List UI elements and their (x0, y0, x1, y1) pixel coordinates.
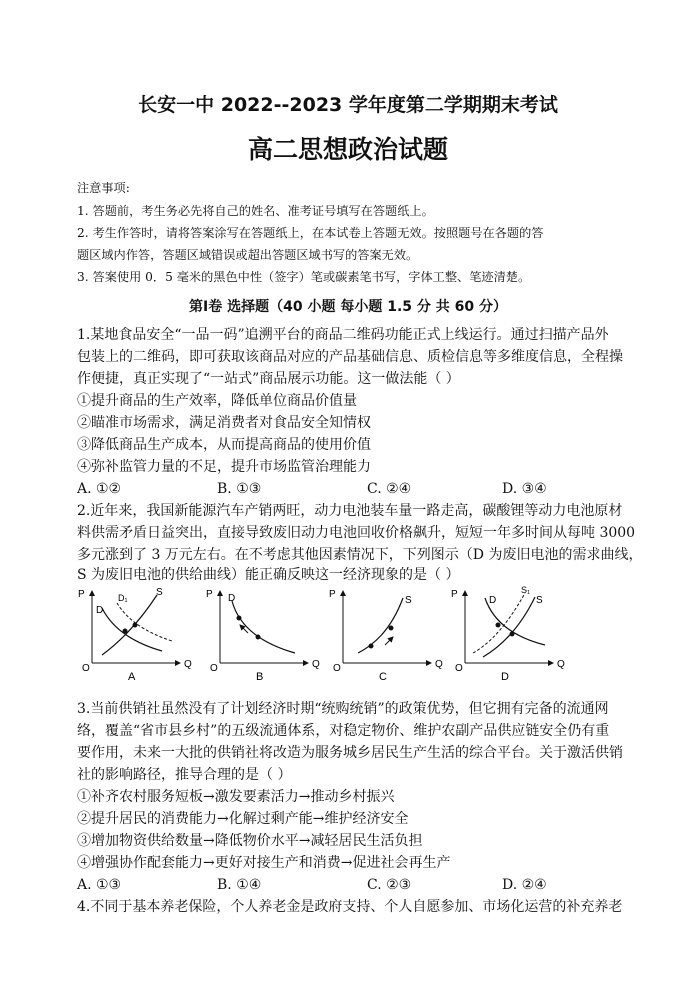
svg-text:P: P (206, 589, 213, 600)
svg-text:P: P (78, 589, 85, 600)
svg-text:S₁: S₁ (521, 585, 531, 595)
q3-stem-line: 要作用，未来一大批的供销社将改造为服务城乡居民生产生活的综合平台。关于激活供销 (77, 745, 623, 761)
q2-stem-line: 2.近年来，我国新能源汽车产销两旺，动力电池装车量一路走高，碳酸锂等动力电池原材 (77, 503, 623, 519)
q1-option-b: B. ①③ (217, 481, 262, 497)
q1-statement: ②瞄准市场需求，满足消费者对食品安全知情权 (77, 415, 371, 431)
svg-text:Q: Q (435, 659, 443, 670)
q2-stem-line: S 为废旧电池的供给曲线）能正确反映这一经济现象的是（ ） (77, 567, 460, 583)
q2-stem-line: 多元涨到了 3 万元左右。在不考虑其他因素情况下，下列图示（D 为废旧电池的需求曲线， (77, 547, 643, 563)
q4-stem-line: 4.不同于基本养老保险，个人养老金是政府支持、个人自愿参加、市场化运营的补充养老 (77, 899, 623, 915)
svg-text:O: O (333, 663, 341, 674)
q2-stem-line: 料供需矛盾日益突出，直接导致废旧动力电池回收价格飙升，短短一年多时间从每吨 3000 (77, 525, 636, 541)
svg-text:A: A (128, 671, 136, 683)
svg-text:O: O (455, 663, 463, 674)
svg-text:D: D (96, 605, 104, 616)
q1-statement: ①提升商品的生产效率，降低单位商品价值量 (77, 393, 357, 409)
q3-statement: ④增强协作配套能力→更好对接生产和消费→促进社会再生产 (77, 855, 451, 871)
svg-text:Q: Q (312, 659, 320, 670)
notice-item: 3. 答案使用 0．5 毫米的黑色中性（签字）笔或碳素笔书写，字体工整、笔迹清楚。 (77, 270, 531, 284)
svg-text:S: S (156, 587, 163, 598)
q3-statement: ①补齐农村服务短板→激发要素活力→推动乡村振兴 (77, 789, 395, 805)
notice-item: 2. 考生作答时，请将答案涂写在答题纸上，在本试卷上答题无效。按照题号在各题的答 (77, 226, 544, 240)
supply-demand-graph-b (200, 583, 330, 683)
notice-item: 1. 答题前，考生务必先将自己的姓名、准考证号填写在答题纸上。 (77, 204, 434, 218)
svg-text:Q: Q (184, 659, 192, 670)
notice-heading: 注意事项: (77, 181, 130, 195)
q3-option-d: D. ②④ (502, 877, 547, 893)
supply-demand-graph-a (72, 583, 202, 683)
svg-text:S: S (536, 595, 543, 606)
q3-option-b: B. ①④ (217, 877, 262, 893)
exam-subject-title: 高二思想政治试题 (247, 135, 448, 164)
q3-statement: ②提升居民的消费能力→化解过剩产能→维护经济安全 (77, 811, 409, 827)
q1-stem-line: 1.某地食品安全“一品一码”追溯平台的商品二维码功能正式上线运行。通过扫描产品外 (77, 327, 609, 343)
section-heading: 第Ⅰ卷 选择题（40 小题 每小题 1.5 分 共 60 分） (189, 299, 507, 315)
q1-stem-line: 包装上的二维码，即可获取该商品对应的产品基础信息、质检信息等多维度信息，全程操 (77, 349, 623, 365)
q3-option-a: A. ①③ (77, 877, 122, 893)
q1-statement: ④弥补监管力量的不足，提升市场监管治理能力 (77, 459, 371, 475)
q3-stem-line: 社的影响路径，推导合理的是（ ） (77, 767, 292, 783)
q3-statement: ③增加物资供给数量→降低物价水平→减轻居民生活负担 (77, 833, 423, 849)
svg-text:O: O (210, 663, 218, 674)
svg-text:D: D (228, 593, 236, 604)
svg-text:P: P (451, 589, 458, 600)
svg-text:D₁: D₁ (118, 593, 128, 603)
q1-option-d: D. ③④ (502, 481, 547, 497)
q1-option-a: A. ①② (77, 481, 122, 497)
supply-demand-graph-d (445, 583, 575, 683)
svg-text:B: B (256, 671, 264, 683)
svg-text:C: C (379, 671, 387, 683)
notice-item: 题区域内作答，答题区域错误或超出答题区域书写的答案无效。 (77, 248, 419, 262)
q1-option-c: C. ②④ (367, 481, 412, 497)
q3-stem-line: 络，覆盖“省市县乡村”的五级流通体系，对稳定物价、维护农副产品供应链安全仍有重 (77, 723, 610, 739)
svg-text:P: P (329, 589, 336, 600)
svg-text:D: D (501, 671, 509, 683)
svg-text:O: O (82, 663, 90, 674)
svg-text:Q: Q (557, 659, 565, 670)
q3-option-c: C. ②③ (367, 877, 412, 893)
q3-stem-line: 3.当前供销社虽然没有了计划经济时期“统购统销”的政策优势，但它拥有完备的流通网 (77, 701, 609, 717)
supply-demand-graph-c (323, 583, 453, 683)
q1-statement: ③降低商品生产成本，从而提高商品的使用价值 (77, 437, 371, 453)
q1-stem-line: 作便捷，真正实现了“一站式”商品展示功能。这一做法能（ ） (77, 371, 460, 387)
svg-text:D: D (489, 595, 497, 606)
exam-title: 长安一中 2022--2023 学年度第二学期期末考试 (138, 94, 558, 116)
svg-text:S: S (405, 595, 412, 606)
